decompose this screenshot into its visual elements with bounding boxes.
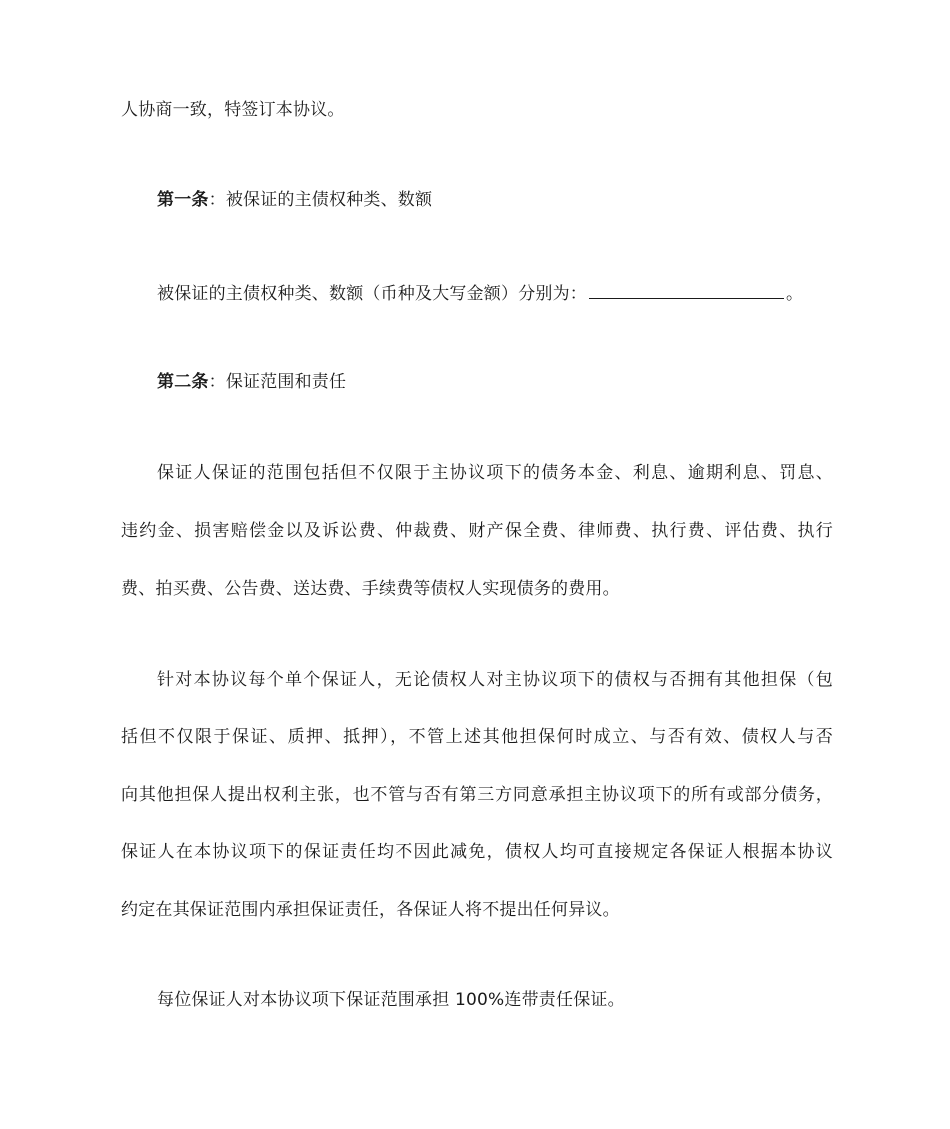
- intro-tail-line: [121, 99, 833, 121]
- article1-title: 被保证的主债权种类、数额: [225, 190, 433, 210]
- article2-label: 第二条: [157, 372, 209, 392]
- article2-heading: [157, 371, 833, 393]
- amount-blank[interactable]: [589, 282, 784, 299]
- para1-line-2: 违约金、损害赔偿金以及诉讼费、仲裁费、财产保全费、律师费、执行费、评估费、执行: [121, 521, 833, 541]
- article2-colon: ：: [208, 372, 226, 392]
- article1-label: 第一条: [157, 190, 209, 210]
- article1-body-suffix: 。: [786, 284, 804, 304]
- para2-line-3: 向其他担保人提出权利主张，也不管与否有第三方同意承担主协议项下的所有或部分债务，: [121, 785, 833, 805]
- para2-line-1: 针对本协议每个单个保证人，无论债权人对主协议项下的债权与否拥有其他担保（包: [157, 670, 833, 690]
- article1-colon: ：: [208, 190, 226, 210]
- para2-line-4: 保证人在本协议项下的保证责任均不因此减免，债权人均可直接规定各保证人根据本协议: [121, 842, 833, 862]
- para1-line-3: 费、拍买费、公告费、送达费、手续费等债权人实现债务的费用。: [121, 579, 620, 599]
- intro-tail-text: 人协商一致，特签订本协议。: [121, 100, 345, 120]
- para1-line-1: 保证人保证的范围包括但不仅限于主协议项下的债务本金、利息、逾期利息、罚息、: [157, 463, 833, 483]
- para2-line-2: 括但不仅限于保证、质押、抵押），不管上述其他担保何时成立、与否有效、债权人与否: [121, 727, 833, 747]
- article1-heading: [157, 189, 833, 211]
- article2-title: 保证范围和责任: [225, 372, 347, 392]
- article1-body-prefix: 被保证的主债权种类、数额（币种及大写金额）分别为：: [157, 284, 587, 304]
- para2-line-5: 约定在其保证范围内承担保证责任，各保证人将不提出任何异议。: [121, 900, 620, 920]
- article1-body: [157, 282, 833, 305]
- para3-line: 每位保证人对本协议项下保证范围承担 100%连带责任保证。: [157, 990, 625, 1010]
